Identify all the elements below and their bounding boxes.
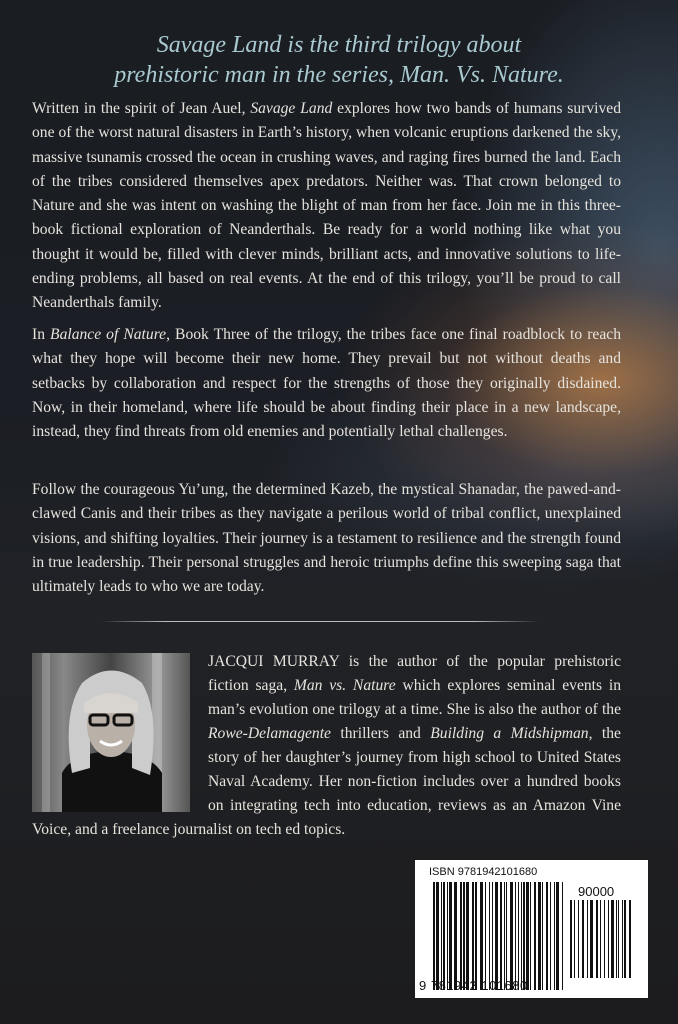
barcode-bar (574, 900, 575, 978)
barcode-bar (562, 882, 563, 990)
barcode-bar (608, 900, 609, 978)
barcode-bar (590, 900, 593, 978)
barcode-bar (443, 882, 445, 990)
book-title: Savage Land (250, 100, 333, 117)
blurb-paragraph-2 (32, 323, 621, 444)
barcode-bar (521, 882, 522, 990)
barcode-bar (515, 882, 516, 990)
barcode-bar (526, 882, 529, 990)
barcode-bar (611, 900, 614, 978)
text: thrillers and (330, 725, 431, 742)
barcode-bar (570, 900, 572, 978)
isbn-label: ISBN 9781942101680 (429, 866, 538, 878)
barcode-bar (480, 882, 483, 990)
barcode-bar (466, 882, 469, 990)
barcode-bar (546, 882, 548, 990)
series-title: Man vs. Nature (293, 677, 396, 694)
barcode-bar (433, 882, 435, 990)
barcode-bar (523, 882, 525, 990)
barcode-digits: 9 781942 101680 (419, 978, 528, 993)
text: Follow the courageous Yu’ung, the determined Kazeb, the mystical Shanadar, the pawed-and-clawed Canis and their tribes as they navigate a perilous world of tribal conflict, unexplained visions, and shifting loyalties. Their journey is a testament to resilience and the strength found in true leadership. Their personal struggles and heroic triumphs define this sweeping saga that ultimately leads to who we are today. (32, 481, 621, 596)
text: Written in the spirit of Jean Auel, (32, 100, 251, 117)
barcode-bar (460, 882, 462, 990)
price-code: 90000 (578, 884, 615, 899)
barcode-bar (542, 882, 543, 990)
barcode-bar (475, 882, 477, 990)
barcode-bar (449, 882, 452, 990)
barcode-bar (463, 882, 465, 990)
barcode-bar (518, 882, 519, 990)
text: JACQUI MURRAY is the author of the popular prehistoric fiction saga, (208, 653, 621, 694)
barcode-bar (530, 882, 531, 990)
text: In (32, 326, 51, 343)
blurb-paragraph-1 (32, 97, 621, 316)
cover-headline (0, 30, 678, 90)
barcode-bars (433, 882, 567, 990)
barcode-bar (504, 882, 505, 990)
barcode-bar (447, 882, 448, 990)
text: explores how two bands of humans survived one of the worst natural disasters in Earth’s history, when volcanic eruptions darkened the sky, massive tsunamis crossed the ocean in crushing waves, and raging fires burned the land. Each of the tribes considered themselves apex predators. Neither was. That crown belonged to Nature and she was intent on washing the blight of man from her face. Join me in this three-book fictional exploration of Neanderthals. Be ready for a world nothing like what you thought it would be, filled with clever minds, brilliant acts, and innovative solutions to life-ending problems, all based on real events. At the end of this trilogy, you’ll be proud to call Neanderthals family. (32, 100, 621, 312)
barcode-bar (510, 882, 513, 990)
barcode-bar (596, 900, 598, 978)
barcode-bar (622, 900, 623, 978)
text: , Book Three of the trilogy, the tribes face one final roadblock to reach what they hope will become their new home. They prevail but not without deaths and setbacks by collaboration and respect for the strengths of those they originally disdained. Now, in their homeland, where life should be about finding their place in a new landscape, instead, they find threats from old enemies and potentially lethal challenges. (32, 326, 621, 441)
barcode-bar (441, 882, 442, 990)
headline-line-1: Savage Land is the third trilogy about (156, 32, 522, 58)
barcode-bar (618, 900, 619, 978)
barcode-bar (485, 882, 486, 990)
barcode-bar (578, 900, 579, 978)
barcode-bar (500, 882, 502, 990)
barcode-bar (534, 882, 536, 990)
barcode-bar (556, 882, 559, 990)
barcode-bar (600, 900, 601, 978)
barcode-bar (587, 900, 588, 978)
author-bio (32, 650, 621, 842)
barcode-bar (506, 882, 507, 990)
series-title: Rowe-Delamagente (208, 725, 331, 742)
barcode-bar (604, 900, 605, 978)
addon-bars (570, 900, 634, 978)
barcode-bar (616, 900, 617, 978)
barcode-bar (454, 882, 457, 990)
text: which explores seminal events in man’s evolution one trilogy at a time. She is also the author of the (208, 677, 621, 718)
text: , the story of her daughter’s journey from high school to United States Naval Academy. Her non-fiction includes over a hundred books on integrating tech into education, reviews as an Amazon Vine Voice, and a freelance journalist on tech ed topics. (32, 725, 621, 838)
blurb-paragraph-3 (32, 478, 621, 599)
barcode-bar (582, 900, 584, 978)
barcode-bar (489, 882, 490, 990)
barcode-bar (538, 882, 541, 990)
book-title: Balance of Nature (50, 326, 167, 343)
barcode-bar (629, 900, 631, 978)
isbn-barcode (415, 860, 648, 998)
barcode-bar (472, 882, 474, 990)
barcode-bar (495, 882, 498, 990)
barcode-bar (554, 882, 555, 990)
divider (100, 621, 540, 622)
barcode-bar (550, 882, 551, 990)
book-title: Building a Midshipman (430, 725, 589, 742)
barcode-bar (436, 882, 439, 990)
barcode-bar (492, 882, 493, 990)
barcode-bar (624, 900, 626, 978)
headline-line-2: prehistoric man in the series, Man. Vs. Nature. (114, 62, 564, 88)
